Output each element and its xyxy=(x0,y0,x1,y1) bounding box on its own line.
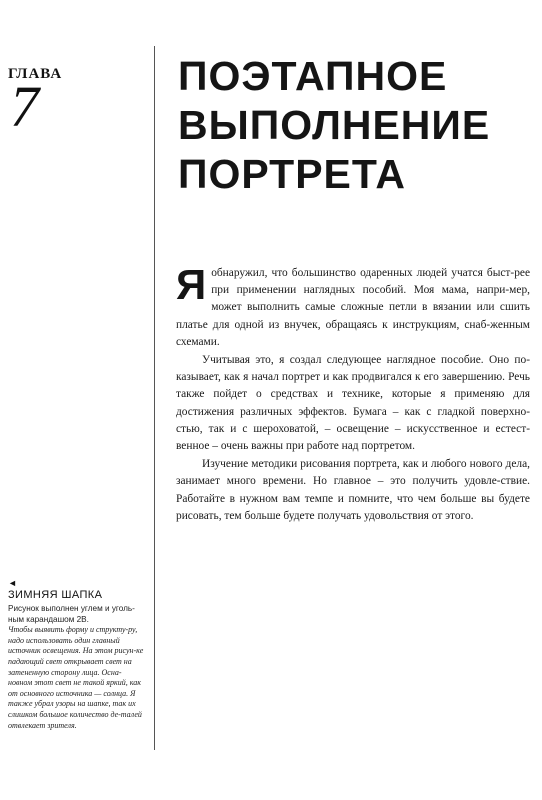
paragraph-1-text: обнаружил, что большинство одаренных людей учатся быст-рее при применении наглядных пособий. Моя мама, напри-мер, может выполнить самые сложные петли в вязании или сшить платье для одной из внучек, обращаясь к инструкциям, снаб-женным схемами. xyxy=(176,267,530,348)
column-divider xyxy=(154,46,155,750)
chapter-number: 7 xyxy=(10,74,39,139)
paragraph-2: Учитывая это, я создал следующее наглядное пособие. Оно по-казывает, как я начал портрет и как продвигался к его завершению. Речь также пойдет о средствах и технике, которые я применяю для достижения различных эффектов. Бумага – как с гладкой поверхно-стью, так и с шероховатой, – освещение – искусственное и естест-венное – очень важны при работе над портретом. xyxy=(176,354,530,453)
title-line-2: ВЫПОЛНЕНИЕ xyxy=(178,102,491,148)
title-line-1: ПОЭТАПНОЕ xyxy=(178,53,448,99)
title-line-3: ПОРТРЕТА xyxy=(178,151,406,197)
left-arrow-icon: ◄ xyxy=(8,578,17,588)
caption-medium-text: Рисунок выполнен углем и уголь-ным карандашом 2В. xyxy=(8,604,135,624)
sidebar xyxy=(0,0,150,800)
image-caption xyxy=(8,578,144,731)
body-text xyxy=(176,261,530,526)
page-title xyxy=(178,52,528,199)
chapter-label: ГЛАВА xyxy=(8,66,63,82)
drop-cap: Я xyxy=(176,261,207,308)
caption-description: Чтобы выявить форму и структу-ру, надо использовать один главный источник освещения. На этом рисун-ке падающий свет открывает свет на затененную сторону лица. Осна-новном этот свет не такой яркий, как от основного источника — солнца. Я также убрал узоры на шапке, так их слишком большое количество де-талей отвлекает зрителя. xyxy=(8,625,144,730)
paragraph-1 xyxy=(176,261,530,351)
caption-title: ЗИМНЯЯ ШАПКА xyxy=(8,589,103,601)
paragraph-3: Изучение методики рисования портрета, как и любого нового дела, занимает много времени. Но главное – это получить удовле-ствие. Работайте в нужном вам темпе и помните, что чем больше вы будете рисовать, тем больше будете получать удовольствия от этого. xyxy=(176,458,530,522)
